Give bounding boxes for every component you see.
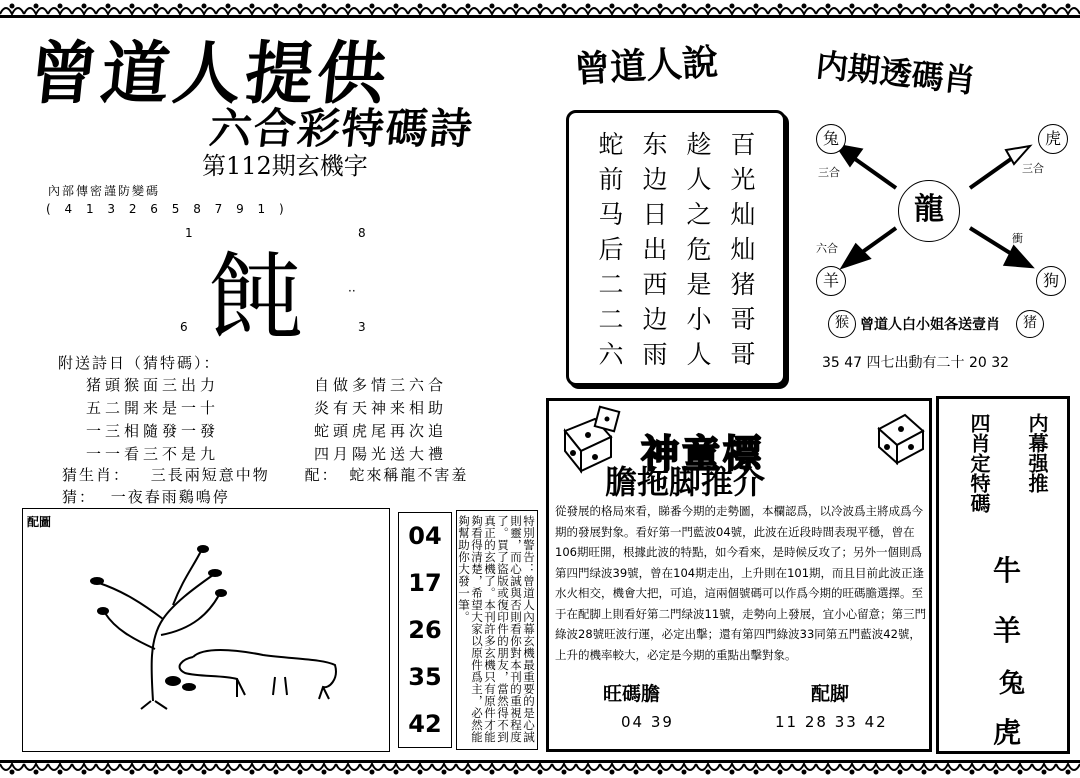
recommend-title: 神童標 — [641, 432, 765, 476]
dice-right-icon — [871, 407, 931, 467]
poem-line: 四月陽光送大禮 — [314, 445, 448, 463]
pair-label: 配： — [304, 466, 339, 484]
tree-ox-illustration — [23, 509, 387, 749]
animal-2: 羊 — [993, 614, 1022, 647]
corner-number-br: 3 — [358, 320, 366, 334]
zodiac-corner-bl: 羊 — [816, 266, 846, 296]
says-char: 日 — [642, 200, 668, 229]
says-char: 西 — [642, 270, 668, 299]
number-cell: 17 — [408, 569, 442, 597]
corner-number-bl: 6 — [180, 320, 188, 334]
hot-label: 旺碼膽 — [603, 683, 661, 705]
zodiac-title: 内期透碼肖 — [814, 45, 978, 101]
send-text: 曾道人白小姐各送壹肖 — [860, 317, 1000, 333]
number-cell: 35 — [408, 663, 442, 691]
says-char: 危 — [686, 235, 712, 264]
says-char: 趁 — [686, 130, 712, 159]
issue-label: 第112期玄機字 — [202, 152, 368, 180]
code-digits: ( 4 1 3 2 6 5 8 7 9 1 ) — [46, 202, 289, 216]
dots-mark: ·· — [348, 284, 356, 298]
hot-numbers: 04 39 — [621, 713, 674, 731]
says-char: 哥 — [730, 305, 756, 334]
guess2-label: 猜： — [62, 488, 97, 506]
says-char: 百 — [730, 130, 756, 159]
zodiac-corner-tr: 虎 — [1038, 124, 1068, 154]
zodiac-tag-tl: 三合 — [818, 166, 840, 179]
side-label: 配脚 — [811, 683, 850, 705]
main-title: 曾道人提供 — [25, 35, 394, 114]
says-box — [566, 110, 786, 386]
side-numbers: 11 28 33 42 — [775, 713, 888, 731]
zodiac-bottom-left: 猴 — [828, 310, 856, 338]
riddle-character: 飩 — [208, 242, 304, 354]
says-char: 是 — [686, 270, 712, 299]
says-char: 前 — [598, 165, 624, 194]
number-cell: 04 — [408, 522, 442, 550]
poem-line: 五二開来是一十 — [86, 399, 220, 417]
says-char: 人 — [686, 165, 712, 194]
guess-zodiac-line — [62, 464, 468, 485]
poem-heading: 附送詩日（猜特碼）： — [58, 354, 221, 372]
zodiac-corner-br: 狗 — [1036, 266, 1066, 296]
subtitle: 六合彩特碼詩 — [207, 104, 477, 153]
guess2-line — [62, 486, 230, 507]
poem-line: 猪頭猴面三出力 — [86, 376, 220, 394]
zodiac-tag-br: 衝 — [1012, 232, 1023, 245]
numbers-column — [398, 512, 452, 748]
says-char: 二 — [598, 305, 624, 334]
says-grid — [589, 125, 765, 370]
picture-label: 配圖 — [27, 515, 52, 529]
says-char: 光 — [730, 165, 756, 194]
four-zodiac-box — [936, 396, 1070, 754]
top-border — [0, 0, 1080, 18]
says-char: 边 — [642, 165, 668, 194]
dice-small-icon — [593, 405, 623, 435]
says-char: 后 — [598, 235, 624, 264]
animal-3: 兔 — [999, 669, 1026, 699]
says-char: 雨 — [642, 340, 668, 369]
says-char: 小 — [686, 305, 712, 334]
recommend-paragraph: 從發展的格局來看，睇番今期的走勢圖，本欄認爲，以冷波爲主將成爲今期的發展對象。看好第一門藍波04號，此波在近段時間表現平穩，曾在106期旺開，根據此波的特點，如今看來，是時候反攻了；另外一個則爲第四門绿波39號，曾在104期走出，上升則在101期，而且目前此波正逢水火相交，機會大把，可追，這兩個號碼可以作爲今期的旺碼膽選擇。至于在配脚上則看好第二門绿波11號，走勢向上發展，宜小心留意；第三門綠波28號旺波行運，必定出擊；還有第四門綠波33同第五門藍波42號，上升的機率較大，必定是今期的重點出擊對象。 — [555, 504, 927, 662]
says-title: 曾道人說 — [573, 41, 720, 91]
guess-label: 猜生肖： — [62, 466, 131, 484]
guess2-text: 一夜春雨鷄鳴停 — [110, 488, 230, 506]
bottom-border — [0, 760, 1080, 778]
says-char: 马 — [598, 200, 624, 229]
poem-left — [86, 374, 219, 466]
recommend-box — [546, 398, 932, 752]
says-char: 猪 — [730, 270, 756, 299]
poem-line: 蛇頭虎尾再次追 — [314, 422, 448, 440]
zodiac-tag-bl: 六合 — [816, 242, 838, 255]
animal-1: 牛 — [993, 554, 1022, 587]
side-label-right: 内幕强推 — [1025, 413, 1049, 493]
animal-4: 虎 — [993, 716, 1022, 749]
side-label-left: 四肖定特碼 — [967, 413, 991, 513]
number-cell: 42 — [408, 710, 442, 738]
corner-number-tr: 8 — [358, 226, 366, 240]
corner-number-tl: 1 — [185, 226, 193, 240]
says-char: 人 — [686, 340, 712, 369]
warning-box — [456, 510, 538, 750]
recommend-subtitle: 膽拖脚推介 — [605, 463, 766, 501]
poem-right — [314, 374, 447, 466]
poem-line: 炎有天神来相助 — [314, 399, 448, 417]
poem-line: 自做多情三六合 — [314, 376, 448, 394]
zodiac-tag-tr: 三合 — [1022, 162, 1044, 175]
zodiac-center: 龍 — [898, 180, 960, 242]
zodiac-numbers-line: 35 47 四七出動有二十 20 32 — [822, 355, 1010, 371]
says-char: 二 — [598, 270, 624, 299]
guess-text: 三長兩短意中物 — [150, 466, 270, 484]
number-cell: 26 — [408, 616, 442, 644]
says-char: 出 — [642, 235, 668, 264]
says-char: 灿 — [730, 235, 756, 264]
says-char: 灿 — [730, 200, 756, 229]
pair-text: 蛇來稱龍不害羞 — [349, 466, 469, 484]
says-char: 蛇 — [598, 130, 624, 159]
says-char: 六 — [598, 340, 624, 369]
picture-box — [22, 508, 390, 752]
warning-text: 特別警告：曾道人內幕玄機最重要的是心誠則靈，而心誠與否則看你對本刊的重視程度了。買了盜版或復印件的朋友，當然得不到真正的玄機了。本刊許多玄機只有原件才能夠看得清楚，希望大家以原件爲主，必然能夠幫助你大發一筆。 — [457, 515, 536, 743]
zodiac-bottom-right: 猪 — [1016, 310, 1044, 338]
poem-line: 一三相隨發一發 — [86, 422, 220, 440]
poem-line: 一一看三不是九 — [86, 445, 220, 463]
internal-note: 內部傳密謹防變碼 — [48, 184, 161, 198]
says-char: 之 — [686, 200, 712, 229]
says-char: 东 — [642, 130, 668, 159]
says-char: 边 — [642, 305, 668, 334]
zodiac-corner-tl: 兔 — [816, 124, 846, 154]
says-char: 哥 — [730, 340, 756, 369]
